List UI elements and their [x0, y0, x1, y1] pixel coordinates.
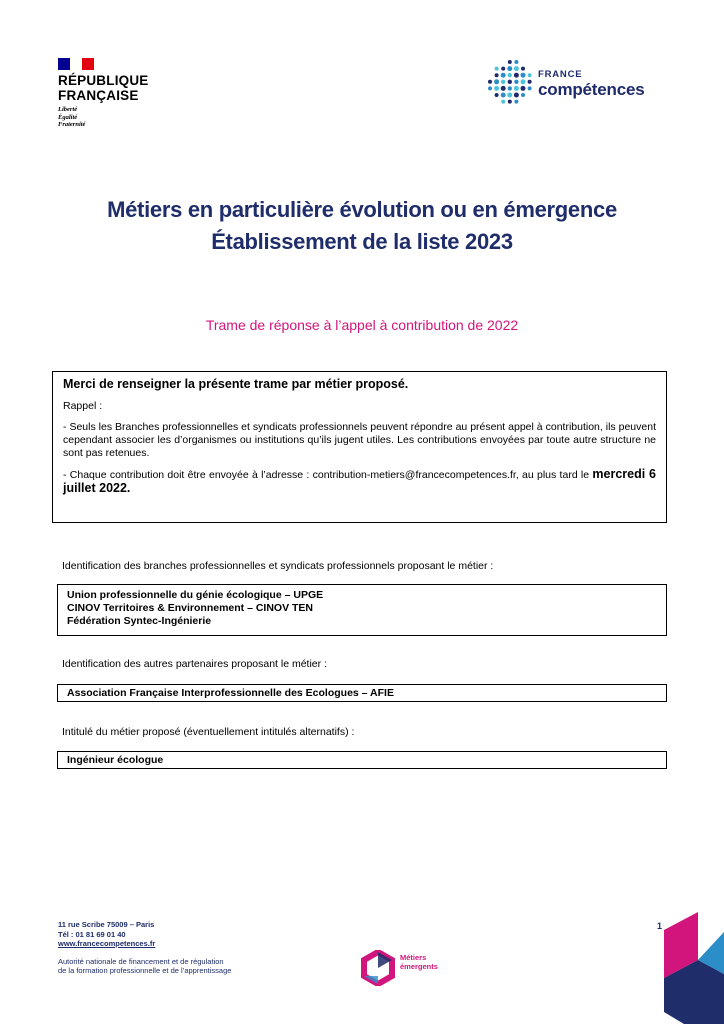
- footer-website-link[interactable]: www.francecompetences.fr: [58, 939, 156, 948]
- logo-dot: [495, 67, 499, 71]
- logo-dot: [508, 100, 512, 104]
- corner-decoration-icon: [664, 912, 724, 1024]
- footer-address: 11 rue Scribe 75009 – Paris: [58, 920, 155, 929]
- rf-motto-fraternite: Fraternité: [58, 121, 86, 128]
- logo-dot: [514, 73, 519, 78]
- document-title-line2: Établissement de la liste 2023: [211, 229, 513, 254]
- metier-field[interactable]: [57, 751, 667, 769]
- logo-dot: [501, 80, 505, 84]
- me-logo-line1: Métiers: [400, 953, 427, 962]
- rf-logo-line1: RÉPUBLIQUE: [58, 73, 149, 88]
- logo-dot: [508, 80, 512, 84]
- metier-label: Intitulé du métier proposé (éventuellement intitulés alternatifs) :: [62, 726, 355, 738]
- branch-item: Fédération Syntec-Ingénierie: [67, 615, 212, 627]
- instructions-box: [52, 371, 667, 523]
- partners-field[interactable]: [57, 684, 667, 702]
- france-competences-logo: [486, 58, 676, 108]
- logo-dot: [495, 73, 499, 77]
- dots-globe-icon: [486, 58, 534, 106]
- logo-dot: [501, 100, 505, 104]
- logo-dot: [514, 93, 519, 98]
- logo-dot: [514, 66, 519, 71]
- logo-dot: [514, 60, 518, 64]
- logo-dot: [501, 73, 506, 78]
- me-logo-line2: émergents: [400, 961, 438, 971]
- partner-item: Association Française Interprofessionnelle des Ecologues – AFIE: [67, 687, 394, 699]
- logo-dot: [501, 86, 506, 91]
- logo-dot: [494, 79, 499, 84]
- metiers-emergents-logo: [360, 950, 460, 990]
- logo-dot: [528, 73, 532, 77]
- rappel-label: Rappel :: [63, 400, 103, 412]
- fc-logo-small-text: FRANCE: [538, 69, 583, 80]
- rappel-paragraph-2-text: - Chaque contribution doit être envoyée à l’adresse : contribution-metiers@francecompetences.fr, au plus tard le: [63, 469, 593, 481]
- footer-mission-line1: Autorité nationale de financement et de régulation: [58, 956, 224, 966]
- logo-dot: [514, 100, 518, 104]
- branches-field[interactable]: [57, 584, 667, 636]
- branch-item: CINOV Territoires & Environnement – CINOV TEN: [67, 602, 314, 614]
- rf-logo-line2: FRANÇAISE: [58, 88, 139, 103]
- footer-contact: [58, 920, 231, 976]
- hexagon-logo-icon: [360, 950, 396, 986]
- branches-label: Identification des branches professionnelles et syndicats professionnels proposant le métier :: [62, 560, 494, 572]
- logo-dot: [521, 67, 525, 71]
- rappel-paragraph-2: [63, 468, 656, 496]
- footer-phone: Tél : 01 81 69 01 40: [58, 929, 126, 939]
- partners-label: Identification des autres partenaires proposant le métier :: [62, 658, 327, 670]
- logo-dot: [488, 86, 492, 90]
- logo-dot: [514, 86, 519, 91]
- metier-value: Ingénieur écologue: [67, 754, 164, 766]
- logo-dot: [495, 93, 499, 97]
- footer-mission-line2: de la formation professionnelle et de l’apprentissage: [58, 966, 232, 975]
- branch-item: Union professionnelle du génie écologique – UPGE: [67, 589, 324, 601]
- rf-motto-liberte: Liberté: [58, 106, 78, 113]
- rf-motto-egalite: Égalité: [58, 113, 78, 121]
- logo-dot: [488, 80, 492, 84]
- logo-dot: [508, 86, 512, 90]
- logo-dot: [508, 60, 512, 64]
- logo-dot: [508, 73, 512, 77]
- logo-dot: [528, 86, 532, 90]
- logo-dot: [507, 93, 512, 98]
- document-subtitle: Trame de réponse à l’appel à contribution de 2022: [205, 317, 519, 333]
- document-title-line1: Métiers en particulière évolution ou en émergence: [107, 197, 617, 222]
- rappel-paragraph-1: - Seuls les Branches professionnelles et syndicats professionnels peuvent répondre au présent appel à contribution, ils peuvent cependant associer les d’organismes ou institutions qu’ils jugent utiles. Les contributions envoyées par toute autre structure ne sont pas retenues.: [63, 421, 656, 459]
- french-flag-icon: [58, 58, 94, 70]
- republique-francaise-logo: [58, 58, 178, 129]
- deadline-date: mercredi 6 juillet 2022.: [63, 467, 656, 495]
- logo-dot: [521, 86, 526, 91]
- logo-dot: [501, 93, 506, 98]
- logo-dot: [494, 86, 499, 91]
- fc-logo-big-text: compétences: [538, 80, 645, 99]
- logo-dot: [507, 66, 512, 71]
- instructions-heading: Merci de renseigner la présente trame par métier proposé.: [63, 377, 409, 391]
- logo-dot: [501, 67, 505, 71]
- logo-dot: [514, 80, 518, 84]
- page-number: 1: [657, 921, 663, 931]
- logo-dot: [521, 79, 526, 84]
- logo-dot: [521, 93, 525, 97]
- logo-dot: [521, 73, 526, 78]
- logo-dot: [528, 80, 532, 84]
